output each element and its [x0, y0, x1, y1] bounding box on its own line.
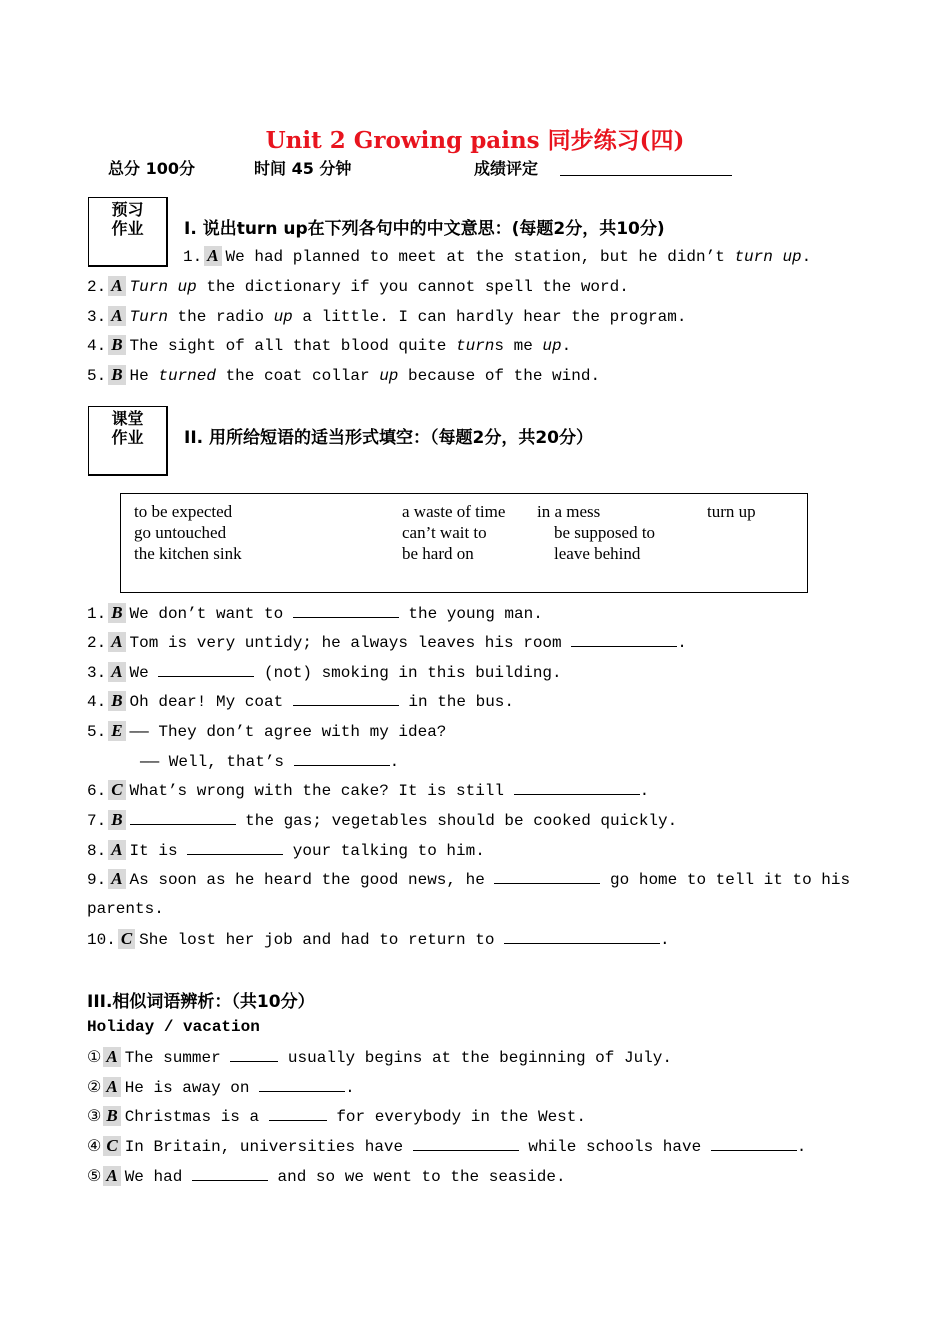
total-score: 总分 100分 [108, 159, 195, 178]
item-text: It is [129, 842, 178, 860]
answer-mark: C [103, 1136, 120, 1156]
item-number: ① [87, 1049, 102, 1067]
item-number: 1. [183, 248, 203, 266]
answer-mark: B [108, 691, 125, 711]
section2-heading: II. 用所给短语的适当形式填空：（每题2分，共20分） [184, 428, 594, 448]
item-text: We had [124, 1168, 183, 1186]
answer-mark: B [108, 335, 125, 355]
phrase: be supposed to [554, 523, 656, 542]
item-text: She lost her job and had to return to [139, 931, 495, 949]
item-number: 1. [87, 605, 107, 623]
phrase: the kitchen sink [134, 544, 242, 563]
item-text: . [389, 753, 400, 771]
answer-mark: A [108, 662, 125, 682]
item-text: Christmas is a [124, 1108, 260, 1126]
item-text: the radio [167, 308, 274, 326]
section3-subheading: Holiday / vacation [87, 1018, 260, 1036]
item-text: . [796, 1138, 807, 1156]
item-text: . [561, 337, 572, 355]
answer-blank[interactable] [413, 1136, 519, 1151]
item-number: 2. [87, 634, 107, 652]
s2-item-7 [87, 810, 677, 831]
item-text: We had planned to meet at the station, but he didn’t [225, 248, 735, 266]
item-phrase: Turn up [129, 278, 197, 296]
phrase: go untouched [134, 523, 227, 542]
tag-line-2: 作业 [111, 219, 144, 238]
s2-item-9-cont [87, 899, 164, 919]
item-phrase: up [379, 367, 399, 385]
answer-mark: B [108, 603, 125, 623]
tag-line-1: 预习 [111, 200, 144, 219]
section1-heading: I. 说出turn up在下列各句中的中文意思：(每题2分，共10分) [184, 219, 665, 239]
answer-mark: C [118, 929, 135, 949]
answer-mark: A [108, 840, 125, 860]
item-text: go home to tell it to his [610, 871, 851, 889]
item-text: a little. I can hardly hear the program. [292, 308, 687, 326]
answer-blank[interactable] [130, 810, 236, 825]
item-text: The sight of all that blood quite [129, 337, 456, 355]
grade-label: 成绩评定 [474, 159, 539, 178]
item-text: usually begins at the beginning of July. [287, 1049, 672, 1067]
answer-blank[interactable] [494, 869, 600, 884]
s3-item-3 [87, 1106, 586, 1127]
answer-blank[interactable] [294, 751, 390, 766]
phrase: can’t wait to [402, 523, 487, 542]
item-phrase: turn [456, 337, 495, 355]
phrase: turn up [707, 502, 756, 521]
item-text: your talking to him. [292, 842, 485, 860]
item-text: the young man. [408, 605, 543, 623]
answer-blank[interactable] [514, 780, 640, 795]
item-text: Tom is very untidy; he always leaves his room [129, 634, 562, 652]
answer-blank[interactable] [571, 632, 677, 647]
item-text: parents. [87, 900, 164, 918]
answer-mark: B [103, 1106, 120, 1126]
answer-mark: A [108, 869, 125, 889]
answer-blank[interactable] [293, 691, 399, 706]
item-number: ⑤ [87, 1168, 102, 1186]
item-text: He is away on [124, 1079, 250, 1097]
answer-mark: E [108, 721, 125, 741]
item-number: 2. [87, 278, 107, 296]
answer-blank[interactable] [187, 840, 283, 855]
s1-item-5 [87, 365, 600, 386]
answer-blank[interactable] [230, 1047, 278, 1062]
item-number: 4. [87, 337, 107, 355]
item-text: and so we went to the seaside. [277, 1168, 566, 1186]
item-phrase: turned [158, 367, 216, 385]
s2-item-2 [87, 632, 687, 653]
s1-item-4 [87, 335, 571, 356]
s3-item-2 [87, 1077, 355, 1098]
answer-mark: B [108, 810, 125, 830]
item-number: 8. [87, 842, 107, 860]
item-text: . [660, 931, 670, 949]
answer-mark: A [108, 632, 125, 652]
item-text: We [129, 664, 149, 682]
item-number: 3. [87, 664, 107, 682]
answer-mark: B [108, 365, 125, 385]
answer-mark: A [108, 306, 125, 326]
item-number: 5. [87, 367, 107, 385]
answer-blank[interactable] [192, 1166, 268, 1181]
item-text: He [129, 367, 159, 385]
item-number: 9. [87, 871, 107, 889]
tag-line-2: 作业 [111, 428, 144, 447]
grade-blank[interactable] [560, 175, 732, 176]
s3-item-4 [87, 1136, 806, 1157]
item-text: the coat collar [215, 367, 380, 385]
item-text: —— They don’t agree with my idea? [129, 723, 447, 741]
item-text: . [639, 782, 650, 800]
s2-item-10 [87, 929, 670, 950]
answer-blank[interactable] [259, 1077, 345, 1092]
item-number: 10. [87, 931, 116, 949]
answer-blank[interactable] [293, 603, 399, 618]
s2-item-6 [87, 780, 649, 801]
item-number: ③ [87, 1108, 102, 1126]
s1-item-2 [87, 276, 629, 297]
item-phrase: up [542, 337, 562, 355]
time-limit: 时间 45 分钟 [254, 159, 352, 178]
phrase: leave behind [554, 544, 641, 563]
item-phrase: turn up [734, 248, 802, 266]
answer-mark: A [103, 1077, 120, 1097]
classwork-tag [88, 406, 168, 476]
item-text: . [345, 1079, 355, 1097]
item-number: 5. [87, 723, 107, 741]
answer-blank[interactable] [504, 929, 660, 944]
tag-line-1: 课堂 [111, 409, 144, 428]
answer-mark: A [103, 1047, 120, 1067]
item-text: We don’t want to [129, 605, 284, 623]
item-text: . [677, 634, 687, 652]
item-text: while schools have [528, 1138, 702, 1156]
s2-item-3 [87, 662, 562, 683]
s2-item-8 [87, 840, 485, 861]
item-text: The summer [124, 1049, 221, 1067]
item-text: for everybody in the West. [336, 1108, 586, 1126]
item-number: 3. [87, 308, 107, 326]
item-text: the dictionary if you cannot spell the word. [196, 278, 629, 296]
item-text: the gas; vegetables should be cooked quickly. [245, 812, 678, 830]
phrase: in a mess [537, 502, 601, 521]
item-number: 6. [87, 782, 107, 800]
item-text: As soon as he heard the good news, he [129, 871, 485, 889]
item-text: What’s wrong with the cake? It is still [129, 782, 505, 800]
section3-heading: III.相似词语辨析：（共10分） [87, 992, 315, 1012]
phrase: be hard on [402, 544, 474, 563]
s2-item-1 [87, 603, 543, 624]
page-title: Unit 2 Growing pains 同步练习(四) [265, 127, 685, 154]
item-text: (not) smoking in this building. [263, 664, 562, 682]
answer-mark: C [108, 780, 125, 800]
preview-homework-tag [88, 197, 168, 267]
s1-item-3 [87, 306, 686, 327]
answer-mark: A [103, 1166, 120, 1186]
s3-item-1 [87, 1047, 672, 1068]
phrase-box [120, 493, 808, 593]
item-phrase: Turn [129, 308, 168, 326]
answer-mark: A [108, 276, 125, 296]
item-text: because of the wind. [398, 367, 601, 385]
item-text: —— Well, that’s [140, 753, 285, 771]
answer-blank[interactable] [711, 1136, 797, 1151]
item-text: Oh dear! My coat [129, 693, 284, 711]
s2-item-5-reply [140, 751, 399, 772]
s2-item-4 [87, 691, 514, 712]
answer-blank[interactable] [269, 1106, 327, 1121]
s2-item-9 [87, 869, 850, 890]
phrase: a waste of time [402, 502, 506, 521]
item-phrase: up [273, 308, 293, 326]
phrase: to be expected [134, 502, 233, 521]
item-text: in the bus. [408, 693, 515, 711]
item-text: . [801, 248, 812, 266]
answer-blank[interactable] [158, 662, 254, 677]
s3-item-5 [87, 1166, 566, 1187]
s1-item-1 [183, 246, 811, 267]
item-number: 7. [87, 812, 107, 830]
s2-item-5 [87, 721, 446, 742]
item-text: s me [494, 337, 543, 355]
item-text: In Britain, universities have [124, 1138, 404, 1156]
item-number: ② [87, 1079, 102, 1097]
item-number: 4. [87, 693, 107, 711]
answer-mark: A [204, 246, 221, 266]
item-number: ④ [87, 1138, 102, 1156]
